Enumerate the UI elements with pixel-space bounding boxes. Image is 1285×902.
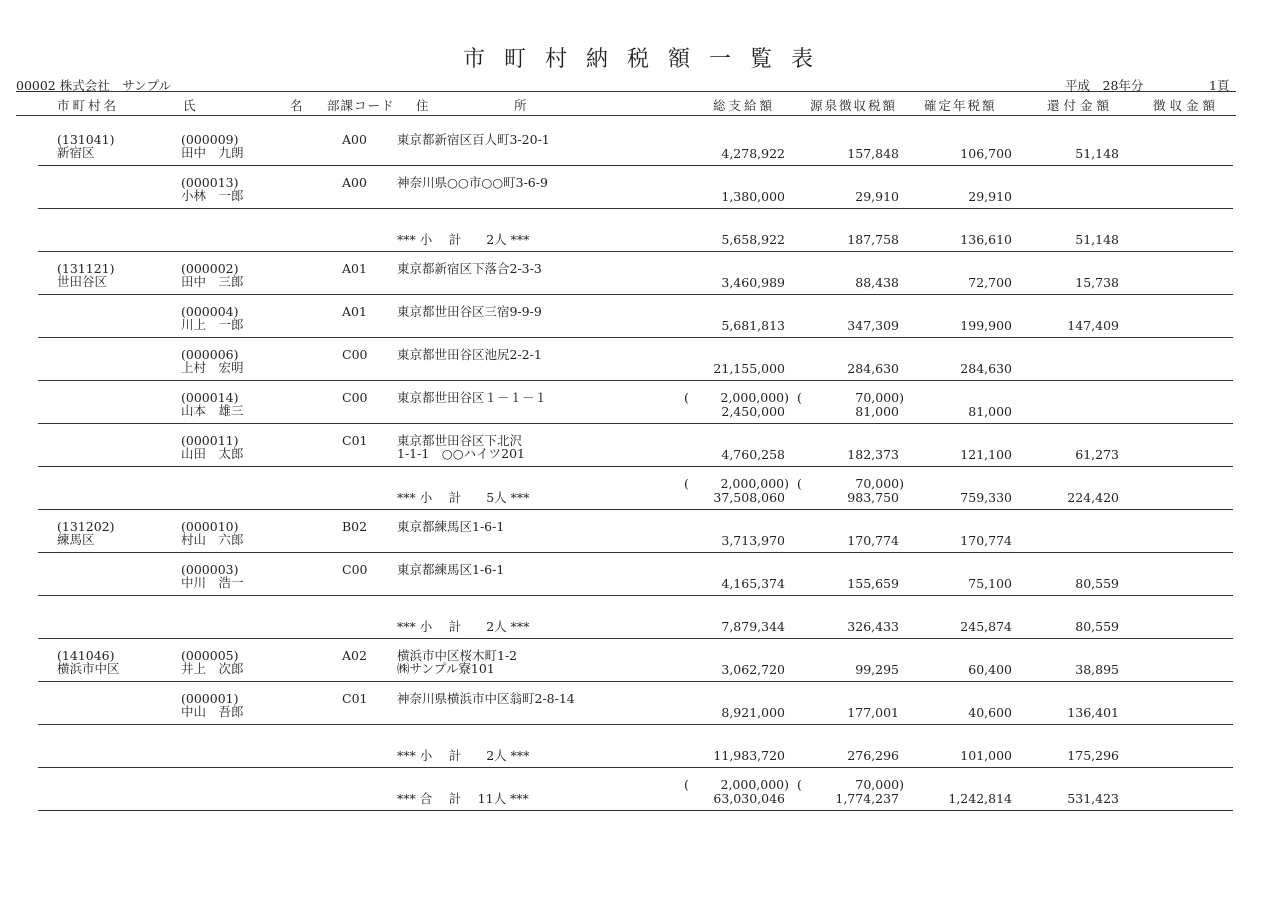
address-line1: 横浜市中区桜木町1-2 bbox=[397, 648, 518, 663]
annual-tax-value: 72,700 bbox=[968, 275, 1012, 290]
header-top-rule bbox=[16, 91, 1236, 92]
period-label: 平成 28年分 bbox=[1065, 78, 1144, 93]
employee-name: 田中 九朗 bbox=[181, 145, 244, 160]
refund-value: 61,273 bbox=[1075, 447, 1119, 462]
dept-code: B02 bbox=[342, 519, 368, 534]
employee-code: (000002) bbox=[181, 261, 239, 276]
employee-code: (000006) bbox=[181, 347, 239, 362]
subtotal-row bbox=[0, 768, 1285, 811]
annual-tax-value: 40,600 bbox=[968, 705, 1012, 720]
annual-tax-value: 29,910 bbox=[968, 189, 1012, 204]
col-addr-sho: 所 bbox=[514, 98, 530, 113]
city-code: (131041) bbox=[57, 132, 115, 147]
refund-value: 136,401 bbox=[1067, 705, 1119, 720]
table-row bbox=[0, 510, 1285, 553]
city-name: 新宿区 bbox=[57, 145, 95, 160]
total-pay-value: 5,658,922 bbox=[721, 232, 785, 247]
subtotal-row bbox=[0, 725, 1285, 768]
annual-tax-value: 759,330 bbox=[960, 490, 1012, 505]
address-line1: 東京都新宿区百人町3-20-1 bbox=[397, 132, 550, 147]
table-row bbox=[0, 682, 1285, 725]
city-name: 練馬区 bbox=[57, 532, 95, 547]
total-pay-value: 4,165,374 bbox=[721, 576, 785, 591]
refund-value: 80,559 bbox=[1075, 576, 1119, 591]
employee-code: (000013) bbox=[181, 175, 239, 190]
address-line1: 神奈川県○○市○○町3-6-9 bbox=[397, 175, 548, 190]
city-code: (141046) bbox=[57, 648, 115, 663]
address-line1: 東京都世田谷区三宿9-9-9 bbox=[397, 304, 542, 319]
refund-value: 51,148 bbox=[1075, 146, 1119, 161]
employee-code: (000014) bbox=[181, 390, 239, 405]
paren-withholding: 70,000) bbox=[855, 777, 904, 792]
annual-tax-value: 284,630 bbox=[960, 361, 1012, 376]
total-pay-value: 3,713,970 bbox=[721, 533, 785, 548]
col-dept: 部課コード bbox=[327, 98, 395, 113]
paren-open: ( bbox=[684, 390, 689, 405]
refund-value: 38,895 bbox=[1075, 662, 1119, 677]
employee-name: 上村 宏明 bbox=[181, 360, 244, 375]
withholding-value: 347,309 bbox=[847, 318, 899, 333]
total-pay-value: 37,508,060 bbox=[713, 490, 785, 505]
dept-code: A02 bbox=[342, 648, 367, 663]
dept-code: C00 bbox=[342, 347, 368, 362]
paren-open: ( bbox=[684, 476, 689, 491]
employee-code: (000011) bbox=[181, 433, 239, 448]
address-line1: 東京都練馬区1-6-1 bbox=[397, 519, 505, 534]
address-line1: 東京都練馬区1-6-1 bbox=[397, 562, 505, 577]
total-pay-value: 4,278,922 bbox=[721, 146, 785, 161]
city-code: (131121) bbox=[57, 261, 115, 276]
annual-tax-value: 106,700 bbox=[960, 146, 1012, 161]
annual-tax-value: 101,000 bbox=[960, 748, 1012, 763]
col-refund: 還付金額 bbox=[1047, 98, 1114, 113]
employee-name: 村山 六郎 bbox=[181, 532, 244, 547]
refund-value: 224,420 bbox=[1067, 490, 1119, 505]
annual-tax-value: 121,100 bbox=[960, 447, 1012, 462]
withholding-value: 157,848 bbox=[847, 146, 899, 161]
table-row bbox=[0, 123, 1285, 166]
employee-code: (000009) bbox=[181, 132, 239, 147]
address-line1: 東京都世田谷区下北沢 bbox=[397, 433, 523, 448]
employee-code: (000003) bbox=[181, 562, 239, 577]
table-row bbox=[0, 553, 1285, 596]
withholding-value: 326,433 bbox=[847, 619, 899, 634]
refund-value: 147,409 bbox=[1067, 318, 1119, 333]
total-pay-value: 1,380,000 bbox=[721, 189, 785, 204]
withholding-value: 1,774,237 bbox=[835, 791, 899, 806]
total-pay-value: 8,921,000 bbox=[721, 705, 785, 720]
annual-tax-value: 75,100 bbox=[968, 576, 1012, 591]
table-row bbox=[0, 424, 1285, 467]
annual-tax-value: 60,400 bbox=[968, 662, 1012, 677]
dept-code: A01 bbox=[342, 304, 367, 319]
city-name: 世田谷区 bbox=[57, 274, 108, 289]
subtotal-label: *** 小 計 2人 *** bbox=[397, 619, 530, 634]
withholding-value: 276,296 bbox=[847, 748, 899, 763]
total-pay-value: 2,450,000 bbox=[721, 404, 785, 419]
employee-name: 中川 浩一 bbox=[181, 575, 244, 590]
header-bottom-rule bbox=[16, 115, 1236, 116]
dept-code: A00 bbox=[342, 132, 367, 147]
address-line1: 東京都世田谷区池尻2-2-1 bbox=[397, 347, 542, 362]
table-row bbox=[0, 166, 1285, 209]
dept-code: C01 bbox=[342, 433, 368, 448]
annual-tax-value: 199,900 bbox=[960, 318, 1012, 333]
withholding-value: 177,001 bbox=[847, 705, 899, 720]
employee-code: (000001) bbox=[181, 691, 239, 706]
employee-code: (000005) bbox=[181, 648, 239, 663]
row-divider bbox=[38, 810, 1233, 811]
subtotal-label: *** 合 計 11人 *** bbox=[397, 791, 529, 806]
dept-code: C00 bbox=[342, 562, 368, 577]
employee-name: 山田 太郎 bbox=[181, 446, 244, 461]
paren-withholding: 70,000) bbox=[855, 476, 904, 491]
withholding-value: 99,295 bbox=[855, 662, 899, 677]
employee-name: 井上 次郎 bbox=[181, 661, 244, 676]
paren-total-pay: 2,000,000) bbox=[720, 476, 789, 491]
col-withholding: 源泉徴収税額 bbox=[810, 98, 898, 113]
employee-name: 中山 吾郎 bbox=[181, 704, 244, 719]
withholding-value: 182,373 bbox=[847, 447, 899, 462]
table-row bbox=[0, 252, 1285, 295]
col-collect: 徴収金額 bbox=[1153, 98, 1220, 113]
total-pay-value: 11,983,720 bbox=[713, 748, 785, 763]
refund-value: 15,738 bbox=[1075, 275, 1119, 290]
withholding-value: 88,438 bbox=[855, 275, 899, 290]
paren-open: ( bbox=[797, 390, 802, 405]
annual-tax-value: 170,774 bbox=[960, 533, 1012, 548]
col-city: 市町村名 bbox=[57, 98, 120, 113]
address-line1: 東京都世田谷区１－１－１ bbox=[397, 390, 548, 405]
employee-code: (000004) bbox=[181, 304, 239, 319]
paren-open: ( bbox=[797, 476, 802, 491]
total-pay-value: 21,155,000 bbox=[713, 361, 785, 376]
col-total-pay: 総支給額 bbox=[713, 98, 776, 113]
dept-code: C00 bbox=[342, 390, 368, 405]
dept-code: C01 bbox=[342, 691, 368, 706]
city-name: 横浜市中区 bbox=[57, 661, 120, 676]
company-label: 00002 株式会社 サンプル bbox=[16, 78, 172, 93]
col-annual-tax: 確定年税額 bbox=[924, 98, 997, 113]
total-pay-value: 4,760,258 bbox=[721, 447, 785, 462]
withholding-value: 983,750 bbox=[847, 490, 899, 505]
table-row bbox=[0, 295, 1285, 338]
table-row bbox=[0, 639, 1285, 682]
city-code: (131202) bbox=[57, 519, 115, 534]
withholding-value: 170,774 bbox=[847, 533, 899, 548]
col-addr-ju: 住 bbox=[416, 98, 432, 113]
address-line1: 神奈川県横浜市中区翁町2-8-14 bbox=[397, 691, 575, 706]
withholding-value: 155,659 bbox=[847, 576, 899, 591]
withholding-value: 284,630 bbox=[847, 361, 899, 376]
refund-value: 51,148 bbox=[1075, 232, 1119, 247]
annual-tax-value: 1,242,814 bbox=[948, 791, 1012, 806]
total-pay-value: 3,062,720 bbox=[721, 662, 785, 677]
refund-value: 80,559 bbox=[1075, 619, 1119, 634]
total-pay-value: 7,879,344 bbox=[721, 619, 785, 634]
paren-open: ( bbox=[684, 777, 689, 792]
table-row bbox=[0, 381, 1285, 424]
address-line2: ㈱サンプル寮101 bbox=[397, 661, 495, 676]
paren-open: ( bbox=[797, 777, 802, 792]
total-pay-value: 5,681,813 bbox=[721, 318, 785, 333]
dept-code: A01 bbox=[342, 261, 367, 276]
page-number: 1頁 bbox=[1209, 78, 1230, 93]
subtotal-label: *** 小 計 5人 *** bbox=[397, 490, 530, 505]
address-line2: 1-1-1 ○○ハイツ201 bbox=[397, 446, 525, 461]
employee-code: (000010) bbox=[181, 519, 239, 534]
subtotal-label: *** 小 計 2人 *** bbox=[397, 748, 530, 763]
address-line1: 東京都新宿区下落合2-3-3 bbox=[397, 261, 542, 276]
table-row bbox=[0, 338, 1285, 381]
paren-total-pay: 2,000,000) bbox=[720, 777, 789, 792]
annual-tax-value: 81,000 bbox=[968, 404, 1012, 419]
subtotal-row bbox=[0, 209, 1285, 252]
col-name-mei: 名 bbox=[290, 98, 306, 113]
total-pay-value: 63,030,046 bbox=[713, 791, 785, 806]
withholding-value: 187,758 bbox=[847, 232, 899, 247]
subtotal-label: *** 小 計 2人 *** bbox=[397, 232, 530, 247]
withholding-value: 81,000 bbox=[855, 404, 899, 419]
employee-name: 山本 雄三 bbox=[181, 403, 244, 418]
col-name-shi: 氏 bbox=[183, 98, 199, 113]
subtotal-row bbox=[0, 467, 1285, 510]
total-pay-value: 3,460,989 bbox=[721, 275, 785, 290]
annual-tax-value: 245,874 bbox=[960, 619, 1012, 634]
refund-value: 531,423 bbox=[1067, 791, 1119, 806]
employee-name: 小林 一郎 bbox=[181, 188, 244, 203]
refund-value: 175,296 bbox=[1067, 748, 1119, 763]
employee-name: 田中 三郎 bbox=[181, 274, 244, 289]
subtotal-row bbox=[0, 596, 1285, 639]
employee-name: 川上 一郎 bbox=[181, 317, 244, 332]
paren-withholding: 70,000) bbox=[855, 390, 904, 405]
withholding-value: 29,910 bbox=[855, 189, 899, 204]
dept-code: A00 bbox=[342, 175, 367, 190]
annual-tax-value: 136,610 bbox=[960, 232, 1012, 247]
page-title: 市町村納税額一覧表 bbox=[462, 47, 832, 72]
paren-total-pay: 2,000,000) bbox=[720, 390, 789, 405]
